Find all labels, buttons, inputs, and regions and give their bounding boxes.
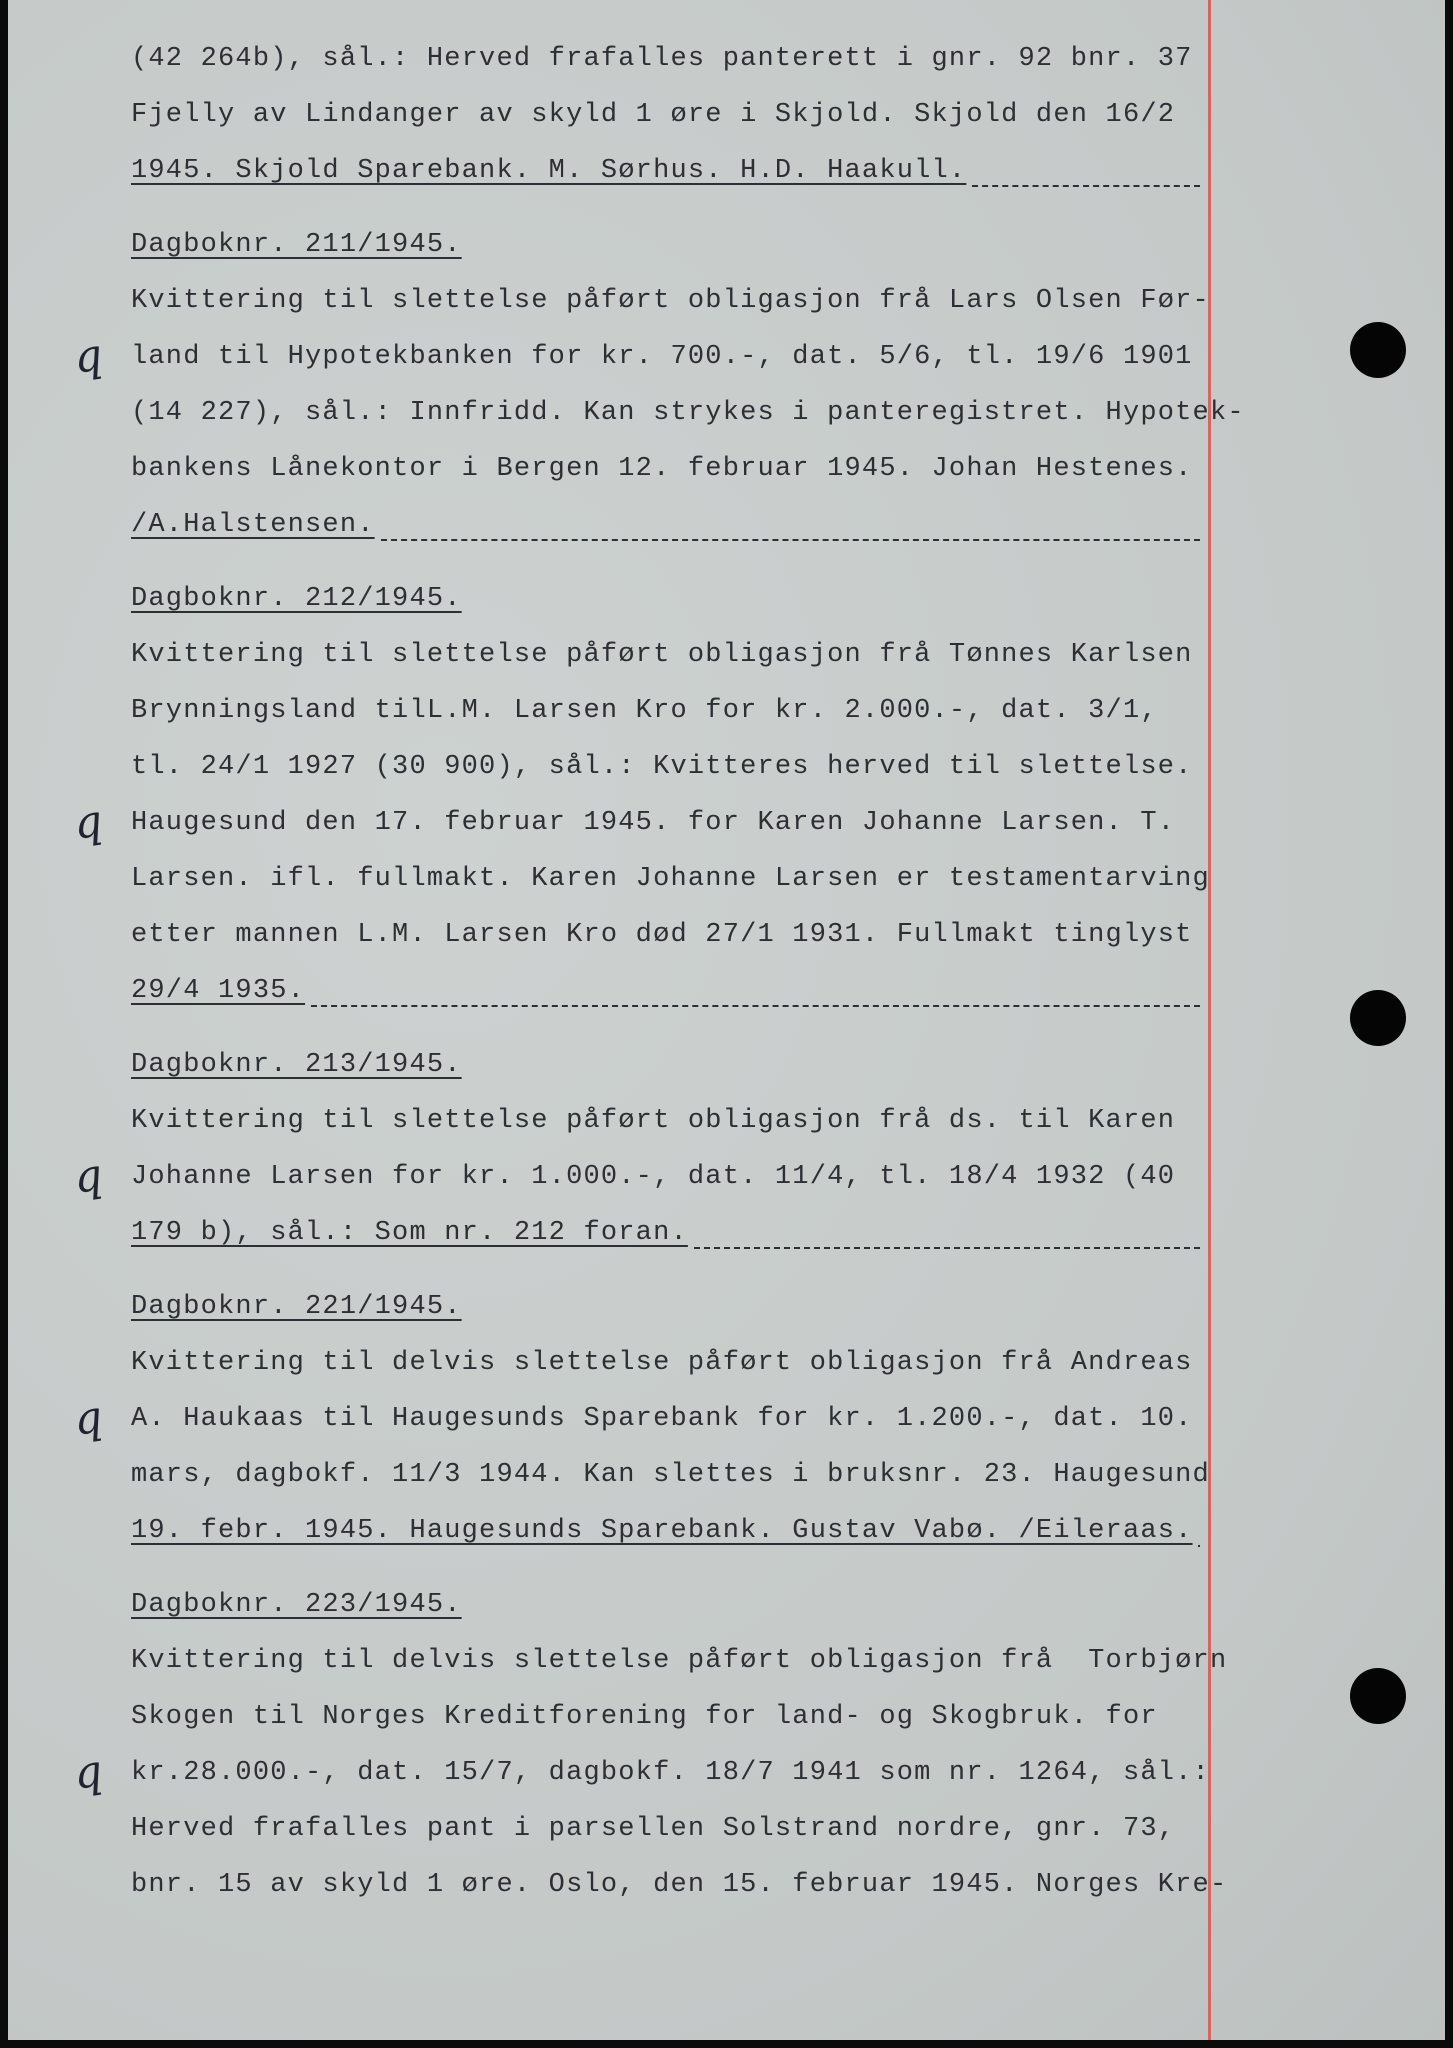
text-line: Kvittering til delvis slettelse påført obligasjon frå Torbjørn [131,1646,1228,1676]
entry-heading: Dagboknr. 211/1945. [131,230,462,260]
text-line: 19. febr. 1945. Haugesunds Sparebank. Gustav Vabø. /Eileraas. [131,1516,1193,1546]
text-line: Brynningsland tilL.M. Larsen Kro for kr. 2.000.-, dat. 3/1, [131,696,1158,726]
dashed-fill-rule [1198,1545,1200,1547]
handwritten-margin-mark: q [70,1745,106,1800]
text-line: etter mannen L.M. Larsen Kro død 27/1 1931. Fullmakt tinglyst [131,920,1193,950]
text-line: /A.Halstensen. [131,510,375,540]
text-line: A. Haukaas til Haugesunds Sparebank for kr. 1.200.-, dat. 10. [131,1404,1193,1434]
text-line: bnr. 15 av skyld 1 øre. Oslo, den 15. februar 1945. Norges Kre- [131,1870,1228,1900]
punch-hole [1350,322,1406,378]
text-line: Fjelly av Lindanger av skyld 1 øre i Skjold. Skjold den 16/2 [131,100,1176,130]
text-line: 1945. Skjold Sparebank. M. Sørhus. H.D. Haakull. [131,156,967,186]
dashed-fill-rule [381,539,1200,541]
handwritten-margin-mark: q [70,795,106,850]
entry-heading: Dagboknr. 213/1945. [131,1050,462,1080]
text-line: land til Hypotekbanken for kr. 700.-, dat. 5/6, tl. 19/6 1901 [131,342,1193,372]
entry-heading: Dagboknr. 212/1945. [131,584,462,614]
dashed-fill-rule [694,1247,1200,1249]
text-line: Kvittering til slettelse påført obligasjon frå Lars Olsen Før- [131,286,1210,316]
handwritten-margin-mark: q [70,1149,106,1204]
text-line: Herved frafalles pant i parsellen Solstrand nordre, gnr. 73, [131,1814,1176,1844]
punch-hole [1350,990,1406,1046]
text-line: Kvittering til slettelse påført obligasjon frå Tønnes Karlsen [131,640,1193,670]
entry-heading: Dagboknr. 223/1945. [131,1590,462,1620]
text-line: bankens Lånekontor i Bergen 12. februar 1945. Johan Hestenes. [131,454,1193,484]
text-line: Kvittering til slettelse påført obligasjon frå ds. til Karen [131,1106,1176,1136]
text-line: 179 b), sål.: Som nr. 212 foran. [131,1218,688,1248]
scanned-page [8,0,1445,2040]
entry-heading: Dagboknr. 221/1945. [131,1292,462,1322]
text-line: (42 264b), sål.: Herved frafalles panterett i gnr. 92 bnr. 37 [131,44,1193,74]
text-line: tl. 24/1 1927 (30 900), sål.: Kvitteres herved til slettelse. [131,752,1193,782]
text-line: Larsen. ifl. fullmakt. Karen Johanne Larsen er testamentarving [131,864,1210,894]
dashed-fill-rule [311,1005,1200,1007]
text-line: 29/4 1935. [131,976,306,1006]
text-line: (14 227), sål.: Innfridd. Kan strykes i panteregistret. Hypotek- [131,398,1245,428]
text-line: kr.28.000.-, dat. 15/7, dagbokf. 18/7 1941 som nr. 1264, sål.: [131,1758,1210,1788]
text-line: Skogen til Norges Kreditforening for land- og Skogbruk. for [131,1702,1158,1732]
dashed-fill-rule [972,185,1200,187]
text-line: Johanne Larsen for kr. 1.000.-, dat. 11/4, tl. 18/4 1932 (40 [131,1162,1176,1192]
punch-hole [1350,1668,1406,1724]
text-line: Haugesund den 17. februar 1945. for Karen Johanne Larsen. T. [131,808,1176,838]
handwritten-margin-mark: q [70,1391,106,1446]
handwritten-margin-mark: q [70,329,106,384]
text-line: mars, dagbokf. 11/3 1944. Kan slettes i bruksnr. 23. Haugesund [131,1460,1210,1490]
text-line: Kvittering til delvis slettelse påført obligasjon frå Andreas [131,1348,1193,1378]
